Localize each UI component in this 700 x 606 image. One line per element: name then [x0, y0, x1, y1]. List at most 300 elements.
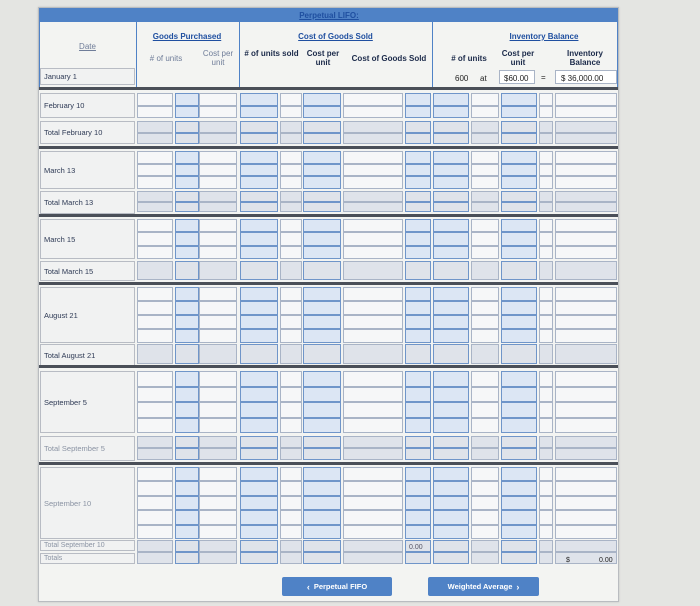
entry-cell[interactable] — [199, 525, 237, 539]
entry-cell[interactable] — [137, 481, 173, 495]
entry-cell[interactable] — [405, 467, 431, 481]
entry-cell[interactable] — [555, 133, 617, 145]
entry-cell[interactable] — [433, 164, 469, 177]
entry-cell[interactable] — [433, 133, 469, 145]
entry-cell[interactable] — [501, 151, 537, 164]
entry-cell[interactable] — [240, 552, 278, 564]
entry-cell[interactable] — [303, 448, 341, 460]
entry-cell[interactable] — [240, 467, 278, 481]
entry-cell[interactable] — [175, 481, 199, 495]
entry-cell[interactable] — [471, 121, 499, 133]
entry-cell[interactable] — [137, 448, 173, 460]
entry-cell[interactable] — [303, 106, 341, 119]
entry-cell[interactable] — [199, 371, 237, 387]
entry-cell[interactable] — [433, 344, 469, 364]
entry-cell[interactable] — [280, 232, 302, 245]
entry-cell[interactable] — [471, 402, 499, 418]
entry-cell[interactable] — [175, 133, 199, 145]
entry-cell[interactable] — [175, 540, 199, 552]
entry-cell[interactable] — [539, 525, 553, 539]
entry-cell[interactable] — [471, 301, 499, 315]
entry-cell[interactable] — [199, 387, 237, 403]
entry-cell[interactable] — [137, 191, 173, 202]
entry-cell[interactable] — [343, 448, 403, 460]
entry-cell[interactable] — [303, 232, 341, 245]
entry-cell[interactable] — [280, 191, 302, 202]
entry-cell[interactable] — [240, 329, 278, 343]
entry-cell[interactable] — [501, 246, 537, 259]
entry-cell[interactable] — [137, 496, 173, 510]
entry-cell[interactable] — [240, 387, 278, 403]
entry-cell[interactable] — [555, 287, 617, 301]
entry-cell[interactable] — [240, 261, 278, 280]
entry-cell[interactable] — [199, 202, 237, 213]
entry-cell[interactable] — [501, 344, 537, 364]
entry-cell[interactable] — [137, 219, 173, 232]
entry-cell[interactable] — [137, 540, 173, 552]
entry-cell[interactable] — [433, 329, 469, 343]
entry-cell[interactable] — [501, 552, 537, 564]
entry-cell[interactable] — [343, 246, 403, 259]
entry-cell[interactable] — [137, 164, 173, 177]
entry-cell[interactable] — [137, 344, 173, 364]
entry-cell[interactable] — [501, 448, 537, 460]
entry-cell[interactable] — [175, 525, 199, 539]
entry-cell[interactable] — [175, 510, 199, 524]
entry-cell[interactable] — [303, 402, 341, 418]
entry-cell[interactable] — [471, 315, 499, 329]
entry-cell[interactable] — [555, 525, 617, 539]
entry-cell[interactable] — [539, 121, 553, 133]
entry-cell[interactable] — [555, 202, 617, 213]
entry-cell[interactable] — [303, 219, 341, 232]
entry-cell[interactable] — [303, 151, 341, 164]
entry-cell[interactable] — [240, 301, 278, 315]
entry-cell[interactable] — [433, 261, 469, 280]
entry-cell[interactable] — [199, 106, 237, 119]
entry-cell[interactable] — [280, 448, 302, 460]
entry-cell[interactable] — [199, 133, 237, 145]
entry-cell[interactable] — [405, 552, 431, 564]
entry-cell[interactable] — [343, 261, 403, 280]
entry-cell[interactable] — [343, 467, 403, 481]
entry-cell[interactable] — [501, 121, 537, 133]
entry-cell[interactable] — [280, 402, 302, 418]
entry-cell[interactable] — [405, 525, 431, 539]
entry-cell[interactable] — [175, 301, 199, 315]
entry-cell[interactable] — [555, 176, 617, 189]
entry-cell[interactable] — [501, 287, 537, 301]
entry-cell[interactable] — [280, 301, 302, 315]
entry-cell[interactable] — [471, 106, 499, 119]
entry-cell[interactable] — [199, 121, 237, 133]
entry-cell[interactable] — [303, 121, 341, 133]
entry-cell[interactable] — [303, 344, 341, 364]
entry-cell[interactable] — [280, 287, 302, 301]
entry-cell[interactable] — [199, 232, 237, 245]
entry-cell[interactable] — [539, 261, 553, 280]
entry-cell[interactable] — [303, 418, 341, 434]
entry-cell[interactable] — [555, 496, 617, 510]
entry-cell[interactable] — [280, 540, 302, 552]
entry-cell[interactable] — [343, 301, 403, 315]
entry-cell[interactable] — [501, 540, 537, 552]
entry-cell[interactable] — [199, 496, 237, 510]
entry-cell[interactable] — [405, 287, 431, 301]
entry-cell[interactable] — [303, 133, 341, 145]
entry-cell[interactable] — [175, 329, 199, 343]
entry-cell[interactable] — [280, 329, 302, 343]
entry-cell[interactable] — [555, 387, 617, 403]
entry-cell[interactable] — [539, 552, 553, 564]
entry-cell[interactable] — [240, 344, 278, 364]
entry-cell[interactable] — [303, 540, 341, 552]
entry-cell[interactable] — [175, 176, 199, 189]
entry-cell[interactable] — [137, 402, 173, 418]
entry-cell[interactable] — [199, 219, 237, 232]
entry-cell[interactable] — [501, 496, 537, 510]
entry-cell[interactable] — [555, 219, 617, 232]
entry-cell[interactable] — [539, 176, 553, 189]
entry-cell[interactable] — [303, 329, 341, 343]
entry-cell[interactable] — [280, 467, 302, 481]
entry-cell[interactable] — [199, 164, 237, 177]
entry-cell[interactable] — [539, 402, 553, 418]
entry-cell[interactable] — [240, 481, 278, 495]
entry-cell[interactable] — [175, 232, 199, 245]
entry-cell[interactable] — [343, 540, 403, 552]
entry-cell[interactable] — [405, 151, 431, 164]
entry-cell[interactable] — [539, 151, 553, 164]
entry-cell[interactable] — [471, 387, 499, 403]
entry-cell[interactable] — [303, 496, 341, 510]
entry-cell[interactable] — [405, 436, 431, 448]
entry-cell[interactable] — [343, 436, 403, 448]
entry-cell[interactable] — [280, 261, 302, 280]
entry-cell[interactable] — [471, 287, 499, 301]
entry-cell[interactable] — [240, 151, 278, 164]
entry-cell[interactable] — [280, 315, 302, 329]
entry-cell[interactable] — [501, 371, 537, 387]
entry-cell[interactable] — [175, 261, 199, 280]
entry-cell[interactable] — [405, 329, 431, 343]
entry-cell[interactable] — [137, 232, 173, 245]
entry-cell[interactable] — [175, 402, 199, 418]
entry-cell[interactable] — [280, 371, 302, 387]
entry-cell[interactable] — [137, 436, 173, 448]
entry-cell[interactable] — [199, 552, 237, 564]
entry-cell[interactable] — [433, 191, 469, 202]
entry-cell[interactable] — [539, 315, 553, 329]
entry-cell[interactable] — [175, 151, 199, 164]
entry-cell[interactable] — [199, 436, 237, 448]
entry-cell[interactable] — [555, 402, 617, 418]
entry-cell[interactable] — [501, 525, 537, 539]
entry-cell[interactable] — [175, 191, 199, 202]
entry-cell[interactable] — [539, 387, 553, 403]
entry-cell[interactable] — [471, 496, 499, 510]
entry-cell[interactable] — [303, 176, 341, 189]
entry-cell[interactable] — [471, 552, 499, 564]
entry-cell[interactable] — [280, 246, 302, 259]
entry-cell[interactable] — [175, 436, 199, 448]
entry-cell[interactable] — [501, 232, 537, 245]
entry-cell[interactable] — [501, 402, 537, 418]
entry-cell[interactable] — [555, 329, 617, 343]
entry-cell[interactable] — [555, 436, 617, 448]
entry-cell[interactable] — [433, 467, 469, 481]
entry-cell[interactable] — [343, 402, 403, 418]
entry-cell[interactable] — [240, 402, 278, 418]
entry-cell[interactable] — [555, 481, 617, 495]
entry-cell[interactable] — [240, 436, 278, 448]
entry-cell[interactable] — [471, 448, 499, 460]
entry-cell[interactable] — [555, 301, 617, 315]
entry-cell[interactable] — [199, 191, 237, 202]
entry-cell[interactable] — [471, 133, 499, 145]
entry-cell[interactable] — [175, 387, 199, 403]
entry-cell[interactable] — [199, 287, 237, 301]
entry-cell[interactable] — [303, 371, 341, 387]
entry-cell[interactable] — [471, 436, 499, 448]
entry-cell[interactable] — [280, 106, 302, 119]
entry-cell[interactable] — [175, 121, 199, 133]
entry-cell[interactable] — [343, 106, 403, 119]
entry-cell[interactable] — [199, 315, 237, 329]
entry-cell[interactable] — [405, 344, 431, 364]
prev-perpetual-fifo-button[interactable] — [282, 577, 392, 596]
entry-cell[interactable] — [199, 329, 237, 343]
entry-cell[interactable] — [343, 191, 403, 202]
entry-cell[interactable] — [433, 387, 469, 403]
entry-cell[interactable] — [405, 202, 431, 213]
entry-cell[interactable] — [405, 448, 431, 460]
entry-cell[interactable] — [303, 436, 341, 448]
entry-cell[interactable] — [240, 202, 278, 213]
entry-cell[interactable] — [280, 481, 302, 495]
entry-cell[interactable] — [343, 371, 403, 387]
entry-cell[interactable] — [471, 219, 499, 232]
entry-cell[interactable] — [280, 151, 302, 164]
entry-cell[interactable] — [555, 191, 617, 202]
entry-cell[interactable] — [433, 232, 469, 245]
entry-cell[interactable] — [501, 481, 537, 495]
entry-cell[interactable] — [280, 436, 302, 448]
entry-cell[interactable] — [199, 448, 237, 460]
entry-cell[interactable] — [175, 287, 199, 301]
entry-cell[interactable] — [343, 164, 403, 177]
entry-cell[interactable] — [137, 315, 173, 329]
entry-cell[interactable] — [137, 552, 173, 564]
entry-cell[interactable] — [539, 496, 553, 510]
entry-cell[interactable] — [303, 191, 341, 202]
entry-cell[interactable] — [137, 510, 173, 524]
entry-cell[interactable] — [280, 387, 302, 403]
entry-cell[interactable] — [539, 329, 553, 343]
entry-cell[interactable] — [405, 246, 431, 259]
entry-cell[interactable] — [199, 246, 237, 259]
entry-cell[interactable] — [343, 287, 403, 301]
entry-cell[interactable] — [199, 540, 237, 552]
entry-cell[interactable] — [471, 481, 499, 495]
entry-cell[interactable] — [137, 371, 173, 387]
entry-cell[interactable] — [175, 467, 199, 481]
entry-cell[interactable] — [471, 510, 499, 524]
entry-cell[interactable] — [433, 106, 469, 119]
entry-cell[interactable] — [433, 510, 469, 524]
entry-cell[interactable] — [343, 496, 403, 510]
entry-cell[interactable] — [240, 106, 278, 119]
entry-cell[interactable] — [303, 467, 341, 481]
entry-cell[interactable] — [539, 344, 553, 364]
entry-cell[interactable] — [471, 164, 499, 177]
entry-cell[interactable] — [539, 93, 553, 106]
entry-cell[interactable] — [303, 525, 341, 539]
entry-cell[interactable] — [405, 481, 431, 495]
entry-cell[interactable] — [280, 93, 302, 106]
entry-cell[interactable] — [137, 287, 173, 301]
entry-cell[interactable] — [433, 315, 469, 329]
entry-cell[interactable] — [405, 510, 431, 524]
entry-cell[interactable] — [240, 448, 278, 460]
entry-cell[interactable] — [433, 448, 469, 460]
entry-cell[interactable] — [343, 552, 403, 564]
entry-cell[interactable] — [240, 176, 278, 189]
entry-cell[interactable] — [137, 246, 173, 259]
entry-cell[interactable] — [501, 176, 537, 189]
entry-cell[interactable] — [471, 151, 499, 164]
entry-cell[interactable] — [405, 121, 431, 133]
entry-cell[interactable] — [280, 202, 302, 213]
entry-cell[interactable] — [555, 448, 617, 460]
entry-cell[interactable] — [199, 261, 237, 280]
entry-cell[interactable] — [199, 418, 237, 434]
entry-cell[interactable] — [555, 540, 617, 552]
entry-cell[interactable] — [471, 371, 499, 387]
entry-cell[interactable] — [501, 418, 537, 434]
entry-cell[interactable] — [343, 481, 403, 495]
entry-cell[interactable] — [280, 552, 302, 564]
entry-cell[interactable] — [555, 151, 617, 164]
entry-cell[interactable] — [137, 106, 173, 119]
entry-cell[interactable] — [240, 418, 278, 434]
entry-cell[interactable] — [471, 261, 499, 280]
entry-cell[interactable] — [240, 164, 278, 177]
entry-cell[interactable] — [280, 418, 302, 434]
entry-cell[interactable] — [471, 467, 499, 481]
entry-cell[interactable] — [343, 202, 403, 213]
entry-cell[interactable] — [343, 232, 403, 245]
entry-cell[interactable] — [501, 133, 537, 145]
entry-cell[interactable] — [555, 121, 617, 133]
entry-cell[interactable] — [405, 418, 431, 434]
entry-cell[interactable] — [303, 164, 341, 177]
entry-cell[interactable] — [405, 371, 431, 387]
entry-cell[interactable] — [555, 246, 617, 259]
entry-cell[interactable] — [405, 261, 431, 280]
entry-cell[interactable] — [471, 525, 499, 539]
entry-cell[interactable] — [175, 496, 199, 510]
entry-cell[interactable] — [137, 301, 173, 315]
entry-cell[interactable] — [175, 164, 199, 177]
entry-cell[interactable] — [240, 525, 278, 539]
entry-cell[interactable] — [471, 344, 499, 364]
entry-cell[interactable] — [303, 261, 341, 280]
entry-cell[interactable] — [175, 219, 199, 232]
entry-cell[interactable] — [175, 418, 199, 434]
entry-cell[interactable] — [539, 232, 553, 245]
entry-cell[interactable] — [433, 121, 469, 133]
entry-cell[interactable] — [175, 448, 199, 460]
entry-cell[interactable] — [555, 510, 617, 524]
entry-cell[interactable] — [501, 467, 537, 481]
entry-cell[interactable] — [343, 93, 403, 106]
entry-cell[interactable] — [199, 176, 237, 189]
entry-cell[interactable] — [137, 525, 173, 539]
entry-cell[interactable] — [539, 133, 553, 145]
entry-cell[interactable] — [137, 261, 173, 280]
entry-cell[interactable] — [405, 301, 431, 315]
entry-cell[interactable] — [539, 448, 553, 460]
entry-cell[interactable] — [433, 540, 469, 552]
entry-cell[interactable] — [433, 552, 469, 564]
entry-cell[interactable] — [501, 93, 537, 106]
entry-cell[interactable] — [240, 121, 278, 133]
entry-cell[interactable] — [280, 344, 302, 364]
entry-cell[interactable] — [501, 164, 537, 177]
entry-cell[interactable] — [471, 540, 499, 552]
entry-cell[interactable] — [175, 202, 199, 213]
entry-cell[interactable] — [303, 287, 341, 301]
entry-cell[interactable] — [280, 510, 302, 524]
entry-cell[interactable] — [199, 301, 237, 315]
entry-cell[interactable] — [433, 246, 469, 259]
entry-cell[interactable] — [303, 301, 341, 315]
entry-cell[interactable] — [555, 344, 617, 364]
entry-cell[interactable] — [343, 387, 403, 403]
entry-cell[interactable] — [433, 436, 469, 448]
entry-cell[interactable] — [539, 301, 553, 315]
entry-cell[interactable] — [343, 525, 403, 539]
entry-cell[interactable] — [471, 418, 499, 434]
entry-cell[interactable] — [501, 436, 537, 448]
entry-cell[interactable] — [501, 202, 537, 213]
entry-cell[interactable] — [405, 93, 431, 106]
entry-cell[interactable] — [199, 151, 237, 164]
entry-cell[interactable] — [137, 467, 173, 481]
entry-cell[interactable] — [280, 496, 302, 510]
entry-cell[interactable] — [280, 121, 302, 133]
entry-cell[interactable] — [199, 93, 237, 106]
entry-cell[interactable] — [280, 164, 302, 177]
entry-cell[interactable] — [501, 510, 537, 524]
entry-cell[interactable] — [405, 106, 431, 119]
entry-cell[interactable] — [280, 133, 302, 145]
entry-cell[interactable] — [539, 510, 553, 524]
entry-cell[interactable] — [555, 232, 617, 245]
entry-cell[interactable] — [471, 176, 499, 189]
entry-cell[interactable] — [175, 93, 199, 106]
entry-cell[interactable] — [240, 540, 278, 552]
entry-cell[interactable] — [137, 133, 173, 145]
entry-cell[interactable] — [471, 329, 499, 343]
entry-cell[interactable] — [539, 287, 553, 301]
entry-cell[interactable] — [137, 418, 173, 434]
entry-cell[interactable] — [137, 176, 173, 189]
entry-cell[interactable] — [343, 510, 403, 524]
entry-cell[interactable] — [539, 202, 553, 213]
entry-cell[interactable] — [539, 481, 553, 495]
